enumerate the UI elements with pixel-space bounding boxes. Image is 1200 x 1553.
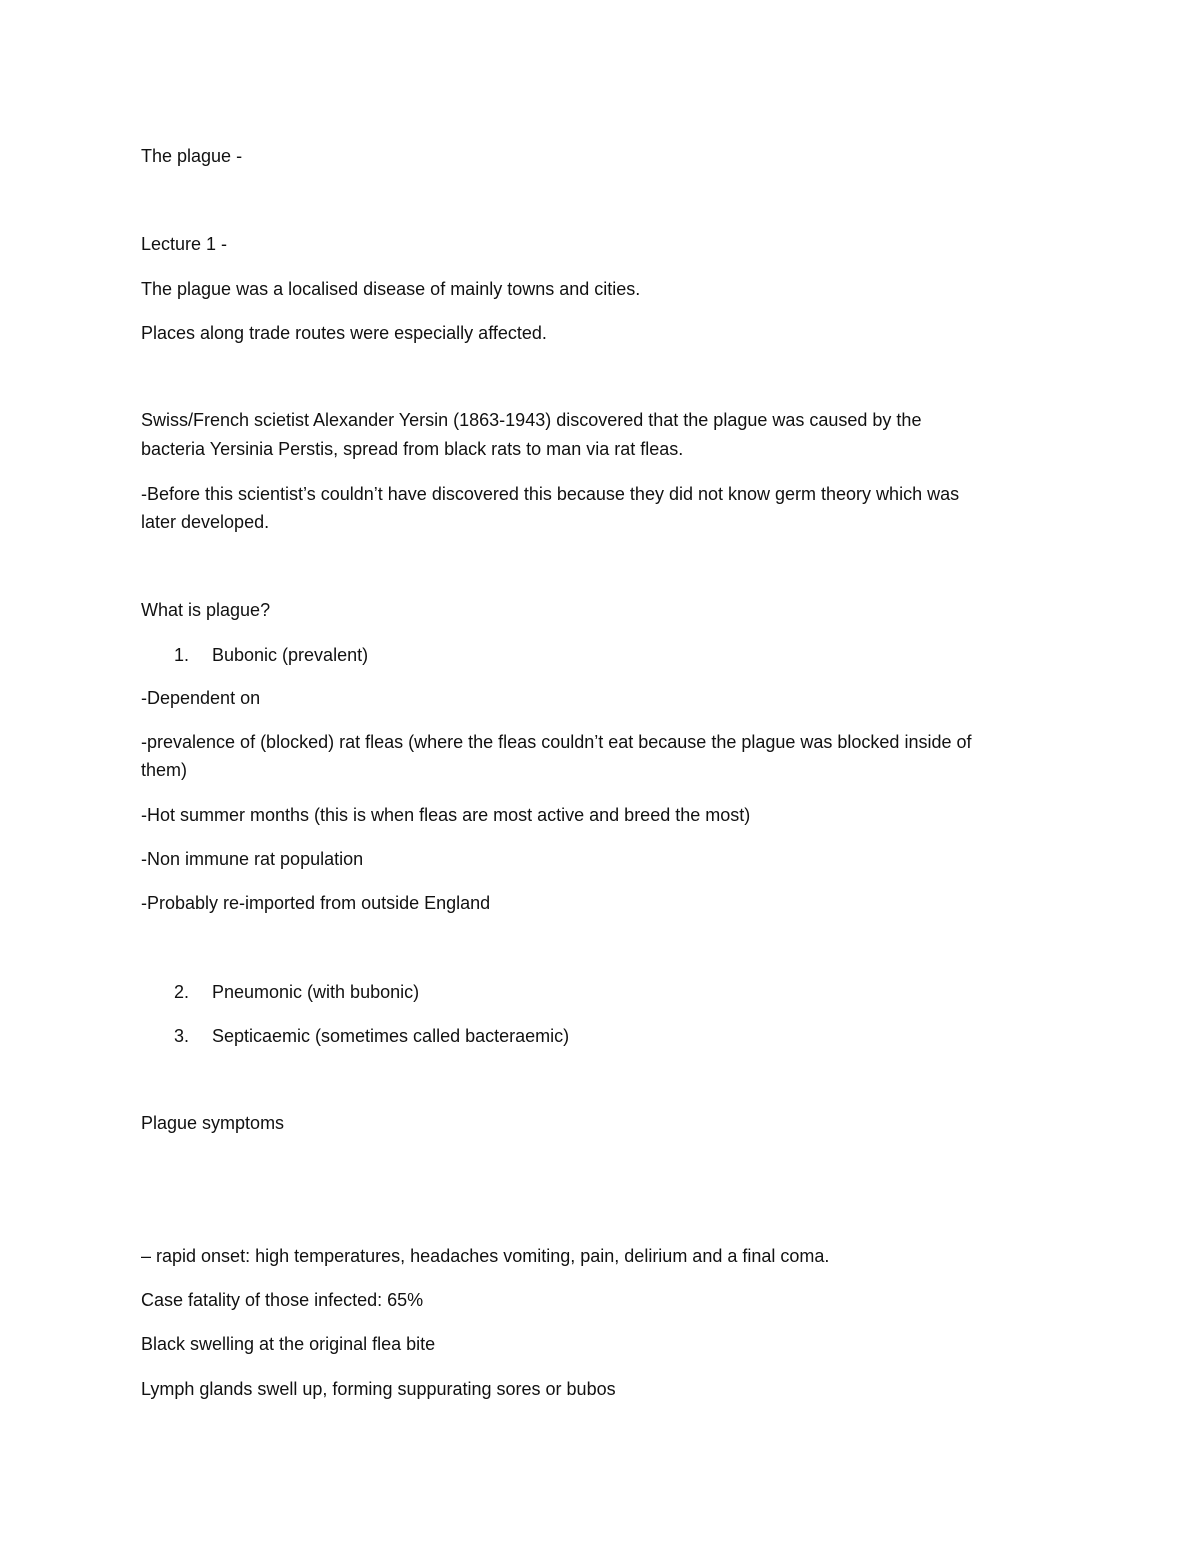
lecture-heading: Lecture 1 - bbox=[141, 234, 228, 254]
what-is-plague-heading: What is plague? bbox=[141, 600, 271, 620]
list-number: 2. bbox=[174, 982, 190, 1002]
fleas-paragraph-line: -prevalence of (blocked) rat fleas (where the fleas couldn’t eat because the plague was blocked inside of bbox=[141, 732, 972, 752]
yersin-paragraph-line: Swiss/French scietist Alexander Yersin (1863-1943) discovered that the plague was caused by the bbox=[141, 410, 922, 430]
dependent-heading: -Dependent on bbox=[141, 688, 261, 708]
non-immune-note: -Non immune rat population bbox=[141, 849, 364, 869]
list-number: 3. bbox=[174, 1026, 190, 1046]
germ-theory-paragraph-line: later developed. bbox=[141, 512, 270, 532]
summer-note: -Hot summer months (this is when fleas are most active and breed the most) bbox=[141, 805, 751, 825]
symptom-line: Lymph glands swell up, forming suppurating sores or bubos bbox=[141, 1379, 616, 1399]
intro-paragraph: The plague was a localised disease of mainly towns and cities. bbox=[141, 279, 641, 299]
germ-theory-paragraph-line: -Before this scientist’s couldn’t have discovered this because they did not know germ theory which was bbox=[141, 484, 960, 504]
list-number: 1. bbox=[174, 645, 190, 665]
list-item-label: Pneumonic (with bubonic) bbox=[212, 982, 420, 1002]
symptoms-heading: Plague symptoms bbox=[141, 1113, 285, 1133]
symptom-line: – rapid onset: high temperatures, headaches vomiting, pain, delirium and a final coma. bbox=[141, 1246, 830, 1266]
list-item-label: Septicaemic (sometimes called bacteraemic) bbox=[212, 1026, 570, 1046]
fleas-paragraph-line: them) bbox=[141, 760, 188, 780]
yersin-paragraph-line: bacteria Yersinia Perstis, spread from black rats to man via rat fleas. bbox=[141, 439, 684, 459]
symptom-line: Case fatality of those infected: 65% bbox=[141, 1290, 424, 1310]
intro-paragraph: Places along trade routes were especially affected. bbox=[141, 323, 547, 343]
symptom-line: Black swelling at the original flea bite bbox=[141, 1334, 436, 1354]
document-title: The plague - bbox=[141, 146, 243, 166]
list-item-label: Bubonic (prevalent) bbox=[212, 645, 369, 665]
reimported-note: -Probably re-imported from outside England bbox=[141, 893, 491, 913]
